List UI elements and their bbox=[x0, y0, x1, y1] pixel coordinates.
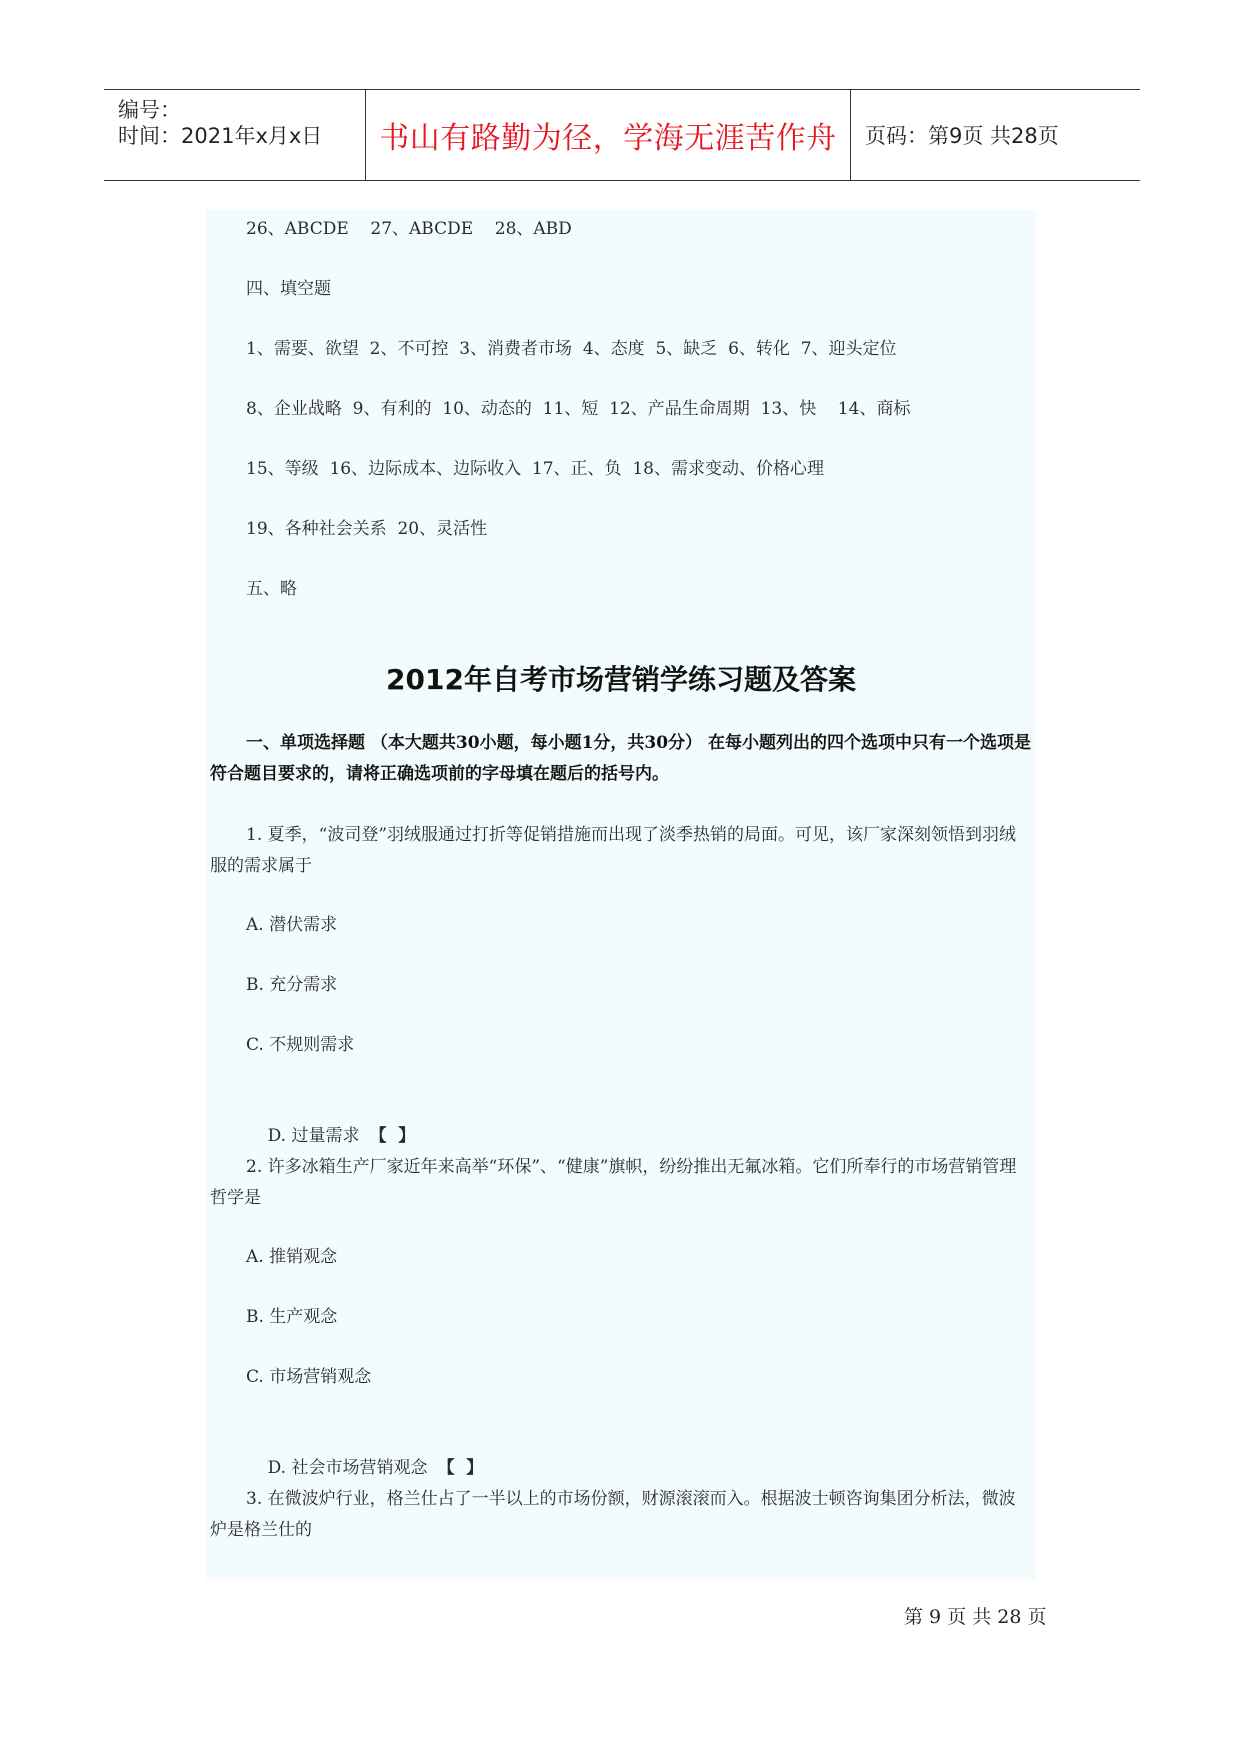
question-3-stem: 3. 在微波炉行业，格兰仕占了一半以上的市场份额，财源滚滚而入。根据波士顿咨询集团分析法，微波炉是格兰仕的 bbox=[210, 1489, 1016, 1540]
fill-answer-line: 19、各种社会关系 20、灵活性 bbox=[246, 519, 488, 539]
question-1-stem: 1. 夏季，“波司登”羽绒服通过打折等促销措施而出现了淡季热销的局面。可见，该厂家深刻领悟到羽绒服的需求属于 bbox=[210, 825, 1017, 876]
document-title: 2012年自考市场营销学练习题及答案 bbox=[386, 663, 856, 696]
fill-answer-line: 1、需要、欲望 2、不可控 3、消费者市场 4、态度 5、缺乏 6、转化 7、迎头定位 bbox=[246, 339, 897, 359]
content-panel bbox=[206, 210, 1036, 1580]
question-2-option-d: D. 社会市场营销观念 bbox=[267, 1458, 428, 1478]
question-1-option-c: C. 不规则需求 bbox=[246, 1035, 355, 1055]
header-meta-cell bbox=[104, 90, 366, 180]
page-header bbox=[104, 89, 1140, 181]
answer-bracket: 【 】 bbox=[369, 1126, 416, 1146]
question-2-option-c: C. 市场营销观念 bbox=[246, 1367, 372, 1387]
document-time-label: 时间：2021年x月x日 bbox=[118, 124, 323, 148]
fill-answer-line: 15、等级 16、边际成本、边际收入 17、正、负 18、需求变动、价格心理 bbox=[246, 459, 824, 479]
question-2-option-a: A. 推销观念 bbox=[246, 1247, 338, 1267]
page-footer: 第 9 页 共 28 页 bbox=[904, 1606, 1047, 1628]
answer-bracket: 【 】 bbox=[437, 1458, 484, 1478]
question-1-option-d: D. 过量需求 bbox=[267, 1126, 360, 1146]
header-motto: 书山有路勤为径，学海无涯苦作舟 bbox=[366, 90, 851, 180]
fill-answer-line: 8、企业战略 9、有利的 10、动态的 11、短 12、产品生命周期 13、快 14、商标 bbox=[246, 399, 911, 419]
document-number-label: 编号： bbox=[118, 98, 181, 122]
header-page-code: 页码：第9页 共28页 bbox=[865, 124, 1059, 148]
question-2-option-b: B. 生产观念 bbox=[246, 1307, 338, 1327]
question-2-stem: 2. 许多冰箱生产厂家近年来高举“环保”、“健康”旗帜，纷纷推出无氟冰箱。它们所奉行的市场营销管理哲学是 bbox=[210, 1157, 1017, 1208]
answers-line: 26、ABCDE 27、ABCDE 28、ABD bbox=[246, 219, 572, 239]
section-five: 五、略 bbox=[246, 579, 297, 599]
section-one-intro: 一、单项选择题 （本大题共30小题，每小题1分，共30分） 在每小题列出的四个选项中只有一个选项是符合题目要求的，请将正确选项前的字母填在题后的括号内。 bbox=[210, 733, 1031, 784]
question-1-option-a: A. 潜伏需求 bbox=[246, 915, 338, 935]
section-fill-title: 四、填空题 bbox=[246, 279, 331, 299]
question-1-option-b: B. 充分需求 bbox=[246, 975, 338, 995]
